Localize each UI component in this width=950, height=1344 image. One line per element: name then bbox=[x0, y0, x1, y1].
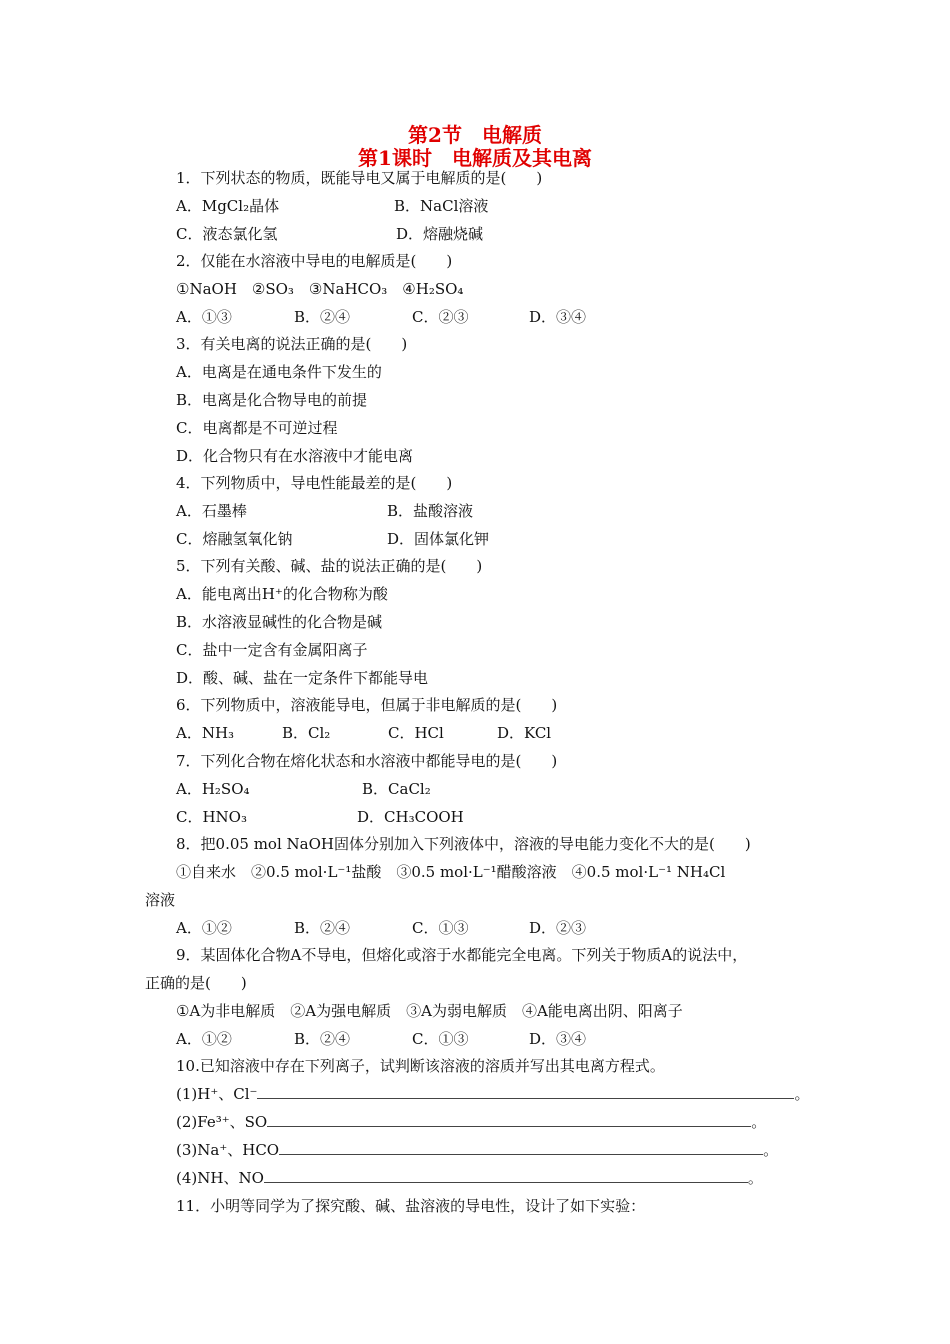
q7-option-b: B．CaCl₂ bbox=[362, 780, 431, 798]
q4-option-d: D．固体氯化钾 bbox=[387, 530, 490, 548]
q5-option-b: B．水溶液显碱性的化合物是碱 bbox=[176, 613, 383, 631]
q2-option-b: B．②④ bbox=[294, 308, 351, 326]
q1-option-d: D．熔融烧碱 bbox=[396, 225, 484, 243]
question-2-stem: 2．仅能在水溶液中导电的电解质是( ) bbox=[176, 252, 453, 270]
q3-option-b: B．电离是化合物导电的前提 bbox=[176, 391, 368, 409]
question-6-stem: 6．下列物质中，溶液能导电，但属于非电解质的是( ) bbox=[176, 696, 558, 714]
q2-option-a: A．①③ bbox=[176, 308, 232, 326]
q10-part-1 bbox=[176, 1084, 809, 1104]
q10-part-1-answer-blank[interactable] bbox=[257, 1084, 794, 1099]
q4-option-a: A．石墨棒 bbox=[176, 502, 247, 520]
q10-part-4-answer-blank[interactable] bbox=[264, 1168, 748, 1183]
q10-part-3-period: 。 bbox=[763, 1141, 779, 1159]
q3-option-d: D．化合物只有在水溶液中才能电离 bbox=[176, 447, 414, 465]
question-5-stem: 5．下列有关酸、碱、盐的说法正确的是( ) bbox=[176, 557, 483, 575]
q10-part-1-period: 。 bbox=[794, 1085, 810, 1103]
q6-option-c: C．HCl bbox=[388, 724, 444, 742]
q10-part-2 bbox=[176, 1112, 766, 1132]
q8-items-continued: 溶液 bbox=[145, 891, 176, 909]
q3-option-a: A．电离是在通电条件下发生的 bbox=[176, 363, 382, 381]
q8-option-b: B．②④ bbox=[294, 919, 351, 937]
q10-part-2-period: 。 bbox=[751, 1113, 767, 1131]
q1-option-a: A．MgCl₂晶体 bbox=[176, 197, 280, 215]
q9-items: ①A为非电解质 ②A为强电解质 ③A为弱电解质 ④A能电离出阴、阳离子 bbox=[176, 1002, 683, 1020]
q8-option-a: A．①② bbox=[176, 919, 232, 937]
question-9-stem: 9．某固体化合物A不导电，但熔化或溶于水都能完全电离。下列关于物质A的说法中， bbox=[176, 946, 748, 964]
question-3-stem: 3．有关电离的说法正确的是( ) bbox=[176, 335, 408, 353]
question-4-stem: 4．下列物质中，导电性能最差的是( ) bbox=[176, 474, 453, 492]
q5-option-c: C．盐中一定含有金属阳离子 bbox=[176, 641, 368, 659]
q10-part-3-answer-blank[interactable] bbox=[279, 1140, 763, 1155]
q4-option-b: B．盐酸溶液 bbox=[387, 502, 474, 520]
q10-part-4-ions: (4)NH、NO bbox=[176, 1169, 264, 1187]
q8-option-d: D．②③ bbox=[529, 919, 587, 937]
q3-option-c: C．电离都是不可逆过程 bbox=[176, 419, 338, 437]
question-8-stem: 8．把0.05 mol NaOH固体分别加入下列液体中，溶液的导电能力变化不大的是( ) bbox=[176, 835, 751, 853]
question-9-stem-continued: 正确的是( ) bbox=[145, 974, 247, 992]
q9-option-b: B．②④ bbox=[294, 1030, 351, 1048]
q10-part-3-ions: (3)Na⁺、HCO bbox=[176, 1141, 280, 1159]
question-10-stem: 10.已知溶液中存在下列离子，试判断该溶液的溶质并写出其电离方程式。 bbox=[176, 1057, 665, 1075]
question-11-stem: 11．小明等同学为了探究酸、碱、盐溶液的导电性，设计了如下实验： bbox=[176, 1197, 646, 1215]
q1-option-c: C．液态氯化氢 bbox=[176, 225, 278, 243]
question-1-stem: 1．下列状态的物质，既能导电又属于电解质的是( ) bbox=[176, 169, 543, 187]
q1-option-b: B．NaCl溶液 bbox=[394, 197, 489, 215]
q9-option-a: A．①② bbox=[176, 1030, 232, 1048]
q5-option-a: A．能电离出H⁺的化合物称为酸 bbox=[176, 585, 388, 603]
q9-option-d: D．③④ bbox=[529, 1030, 587, 1048]
q9-option-c: C．①③ bbox=[412, 1030, 469, 1048]
q10-part-3 bbox=[176, 1140, 778, 1160]
q2-option-c: C．②③ bbox=[412, 308, 469, 326]
q10-part-1-ions: (1)H⁺、Cl⁻ bbox=[176, 1085, 258, 1103]
q10-part-4 bbox=[176, 1168, 763, 1188]
q7-option-c: C．HNO₃ bbox=[176, 808, 247, 826]
q5-option-d: D．酸、碱、盐在一定条件下都能导电 bbox=[176, 669, 429, 687]
q6-option-b: B．Cl₂ bbox=[282, 724, 331, 742]
question-7-stem: 7．下列化合物在熔化状态和水溶液中都能导电的是( ) bbox=[176, 752, 558, 770]
q8-option-c: C．①③ bbox=[412, 919, 469, 937]
q2-option-d: D．③④ bbox=[529, 308, 587, 326]
section-title: 第2节 电解质 bbox=[408, 123, 542, 147]
q10-part-2-ions: (2)Fe³⁺、SO bbox=[176, 1113, 268, 1131]
q7-option-d: D．CH₃COOH bbox=[357, 808, 464, 826]
lesson-title: 第1课时 电解质及其电离 bbox=[358, 146, 592, 170]
q10-part-2-answer-blank[interactable] bbox=[267, 1112, 751, 1127]
q4-option-c: C．熔融氢氧化钠 bbox=[176, 530, 293, 548]
q8-items: ①自来水 ②0.5 mol·L⁻¹盐酸 ③0.5 mol·L⁻¹醋酸溶液 ④0.5 mol·L⁻¹ NH₄Cl bbox=[176, 863, 726, 881]
q10-part-4-period: 。 bbox=[747, 1169, 763, 1187]
q6-option-a: A．NH₃ bbox=[176, 724, 235, 742]
q2-items: ①NaOH ②SO₃ ③NaHCO₃ ④H₂SO₄ bbox=[176, 280, 464, 298]
q6-option-d: D．KCl bbox=[497, 724, 552, 742]
q7-option-a: A．H₂SO₄ bbox=[176, 780, 250, 798]
